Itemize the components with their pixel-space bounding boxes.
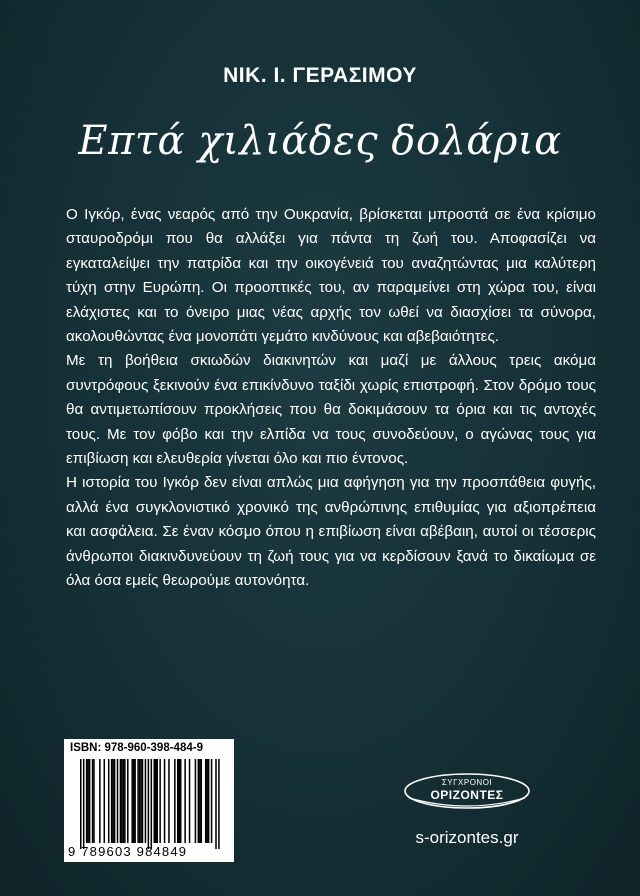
barcode-bar — [99, 759, 101, 843]
barcode-bar — [168, 759, 170, 843]
barcode-bar — [93, 759, 95, 843]
barcode-bar — [184, 759, 186, 843]
barcode-bar — [80, 759, 82, 849]
blurb-paragraph-3: Η ιστορία του Ιγκόρ δεν είναι απλώς μια αφήγηση για την προσπάθεια φυγής, αλλά ένα συγκλονιστικό χρονικό της ανθρώπινης επιθυμίας για αξιοπρέπεια και ασφάλεια. Σε έναν κόσμο όπου η επιβίωση είναι αβέβαιη, αυτοί οι τέσσερις άνθρωποι διακινδυνεύουν τη ζωή τους για να κερδίσουν ξανά το δικαίωμα σε όλα όσα εμείς θεωρούμε αυτονόητα. — [66, 474, 596, 590]
barcode-bar — [121, 759, 123, 843]
barcode-bar — [124, 759, 126, 843]
barcode-bar — [199, 759, 201, 843]
barcode-bar — [208, 759, 210, 843]
barcode-bar — [198, 759, 200, 843]
barcode-bar — [151, 759, 153, 849]
barcode-bar — [134, 759, 136, 843]
barcode-bar — [177, 759, 179, 843]
barcode-bar — [178, 759, 180, 843]
isbn-barcode-box — [64, 739, 234, 862]
barcode-bar — [156, 759, 158, 843]
barcode-bar — [155, 759, 157, 843]
barcode-bar — [127, 759, 129, 843]
blurb-text — [66, 203, 596, 594]
barcode-bar — [180, 759, 182, 843]
barcode-bar — [83, 759, 85, 849]
blurb-paragraph-2: Με τη βοήθεια σκιωδών διακινητών και μαζί με άλλους τρεις ακόμα συντρόφους ξεκινούν ένα επικίνδυνο ταξίδι χωρίς επιστροφή. Στον δρόμο τους θα αντιμετωπίσουν προκλήσεις που θα δοκιμάσουν τα όρια και τις αντοχές τους. Με τον φόβο και την ελπίδα να τους συνοδεύουν, ο αγώνας τους για επιβίωση και ελευθερία γίνεται όλο και πιο έντονος. — [66, 352, 596, 468]
barcode-bar — [174, 759, 176, 843]
barcode-bar — [206, 759, 208, 843]
barcode-bar — [145, 759, 147, 843]
barcode-bar — [215, 759, 217, 849]
barcode-bar — [133, 759, 135, 843]
barcode-bar — [131, 759, 133, 843]
barcode-bar — [195, 759, 197, 843]
barcode-bar — [112, 759, 114, 843]
barcode-bar — [89, 759, 91, 843]
book-title: Επτά χιλιάδες δολάρια — [78, 118, 562, 164]
barcode-bar — [142, 759, 144, 843]
barcode-bar — [218, 759, 220, 849]
isbn-label: ISBN: 978-960-398-484-9 — [70, 742, 203, 754]
barcode-bar — [86, 759, 88, 843]
barcode-bar — [92, 759, 94, 843]
barcode-bar — [154, 759, 156, 843]
barcode-bar — [140, 759, 142, 843]
barcode-bar — [123, 759, 125, 843]
publisher-logo-top: ΣΥΓΧΡΟΝΟΙ — [441, 778, 493, 787]
barcode-digits: 9 789603 984849 — [68, 844, 188, 859]
barcode-bar — [211, 759, 213, 843]
barcode-bar — [111, 759, 113, 843]
barcode-bar — [164, 759, 166, 843]
barcode-bar — [87, 759, 89, 843]
barcode-bar — [159, 759, 161, 843]
barcode-bar — [205, 759, 207, 843]
barcode-bar — [139, 759, 141, 843]
barcode-bar — [201, 759, 203, 843]
barcode-bar — [189, 759, 191, 843]
barcode-bar — [148, 759, 150, 849]
barcode-bar — [137, 759, 139, 843]
barcode-bar — [114, 759, 116, 843]
publisher-logo-main: ΟΡΙΖΟΝΤΕΣ — [430, 788, 504, 802]
barcode-bar — [104, 759, 106, 843]
barcode-bar — [120, 759, 122, 843]
publisher-logo — [397, 768, 537, 828]
barcode-bar — [117, 759, 119, 843]
publisher-website: s-orizontes.gr — [415, 828, 519, 847]
barcode-bar — [108, 759, 110, 843]
blurb-paragraph-1: Ο Ιγκόρ, ένας νεαρός από την Ουκρανία, βρίσκεται μπροστά σε ένα κρίσιμο σταυροδρόμι που θα αλλάξει για πάντα τη ζωή του. Αποφασίζει να εγκαταλείψει την πατρίδα και την οικογένειά του αναζητώντας μια καλύτερη τύχη στην Ευρώπη. Οι προοπτικές του, αν παραμείνει στη χώρα του, είναι ελάχιστες και το όνειρο μιας νέας αρχής τον ωθεί να διασχίσει τα σύνορα, ακολουθώντας ένα μονοπάτι γεμάτο κινδύνους και αβεβαιότητες. — [66, 206, 596, 346]
author-name: ΝΙΚ. Ι. ΓΕΡΑΣΙΜΟΥ — [223, 64, 417, 87]
